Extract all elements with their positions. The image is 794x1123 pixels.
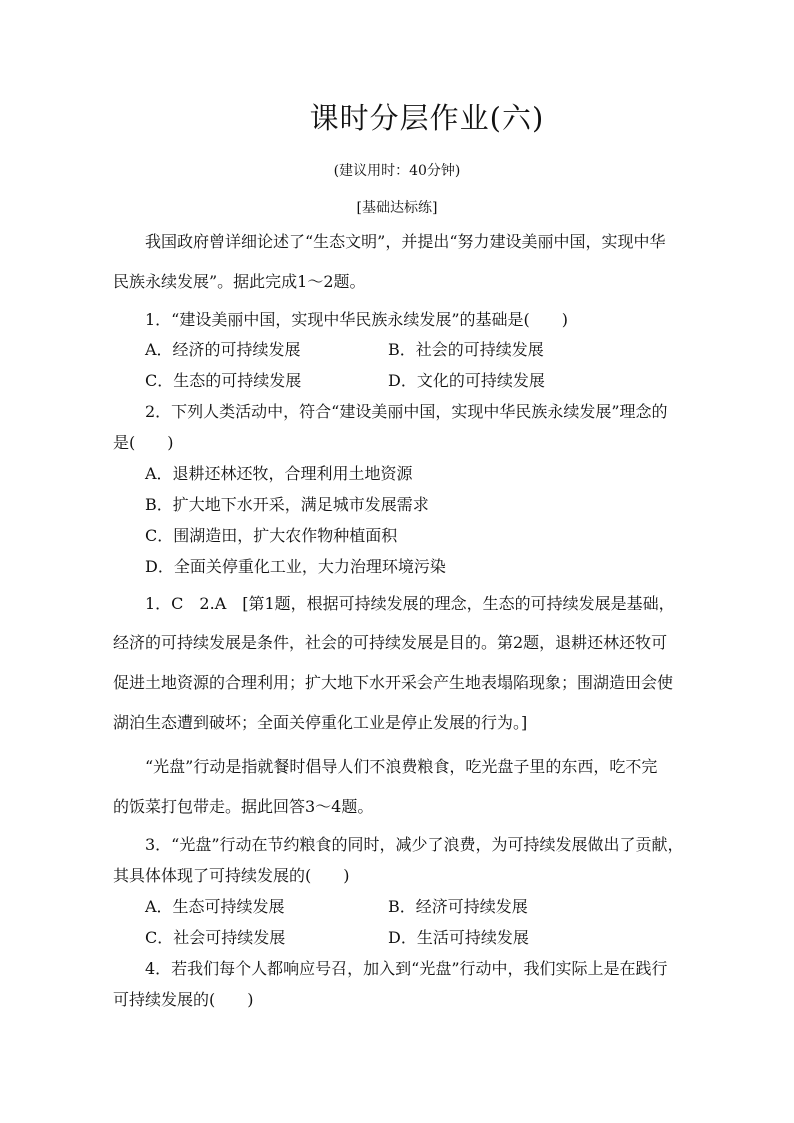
q4-stem-line1: 4．若我们每个人都响应号召，加入到“光盘”行动中，我们实际上是在践行 — [145, 959, 668, 978]
q1-option-b: B．社会的可持续发展 — [388, 340, 544, 359]
time-hint: (建议用时：40分钟) — [333, 163, 461, 179]
q3-option-d: D．生活可持续发展 — [388, 928, 529, 947]
passage2-line1: “光盘”行动是指就餐时倡导人们不浪费粮食，吃光盘子里的东西，吃不完 — [145, 757, 658, 776]
q2-option-d: D．全面关停重化工业，大力治理环境污染 — [145, 557, 446, 576]
q3-stem-line2: 其具体体现了可持续发展的( ) — [113, 866, 350, 885]
q3-option-c: C．社会可持续发展 — [145, 928, 286, 947]
q3-option-a: A．生态可持续发展 — [145, 897, 285, 916]
q4-stem-line2: 可持续发展的( ) — [113, 990, 254, 1009]
q1-option-d: D．文化的可持续发展 — [388, 371, 545, 390]
q2-option-c: C．围湖造田，扩大农作物种植面积 — [145, 526, 398, 545]
passage1-line2: 民族永续发展”。据此完成1～2题。 — [113, 272, 366, 291]
answer1-line4: 湖泊生态遭到破坏；全面关停重化工业是停止发展的行为。] — [113, 713, 528, 732]
passage1-line1: 我国政府曾详细论述了“生态文明”，并提出“努力建设美丽中国，实现中华 — [145, 232, 666, 251]
section-heading: [基础达标练] — [356, 200, 438, 216]
page-title: 课时分层作业(六) — [309, 101, 545, 135]
q1-option-c: C．生态的可持续发展 — [145, 371, 302, 390]
q2-stem-line1: 2．下列人类活动中，符合“建设美丽中国，实现中华民族永续发展”理念的 — [145, 402, 668, 421]
q2-option-b: B．扩大地下水开采，满足城市发展需求 — [145, 495, 429, 514]
q1-stem: 1．“建设美丽中国，实现中华民族永续发展”的基础是( ) — [145, 310, 569, 329]
answer1-line1: 1．C 2.A [第1题，根据可持续发展的理念，生态的可持续发展是基础， — [145, 594, 675, 613]
q2-stem-line2: 是( ) — [113, 433, 174, 452]
answer1-line3: 促进土地资源的合理利用；扩大地下水开采会产生地表塌陷现象；围湖造田会使 — [113, 673, 674, 692]
passage2-line2: 的饭菜打包带走。据此回答3～4题。 — [113, 797, 374, 816]
q3-stem-line1: 3．“光盘”行动在节约粮食的同时，减少了浪费，为可持续发展做出了贡献， — [145, 835, 684, 854]
answer1-line2: 经济的可持续发展是条件，社会的可持续发展是目的。第2题，退耕还林还牧可 — [113, 633, 668, 652]
q3-option-b: B．经济可持续发展 — [388, 897, 528, 916]
q2-option-a: A．退耕还林还牧，合理利用土地资源 — [145, 464, 413, 483]
q1-option-a: A．经济的可持续发展 — [145, 340, 301, 359]
